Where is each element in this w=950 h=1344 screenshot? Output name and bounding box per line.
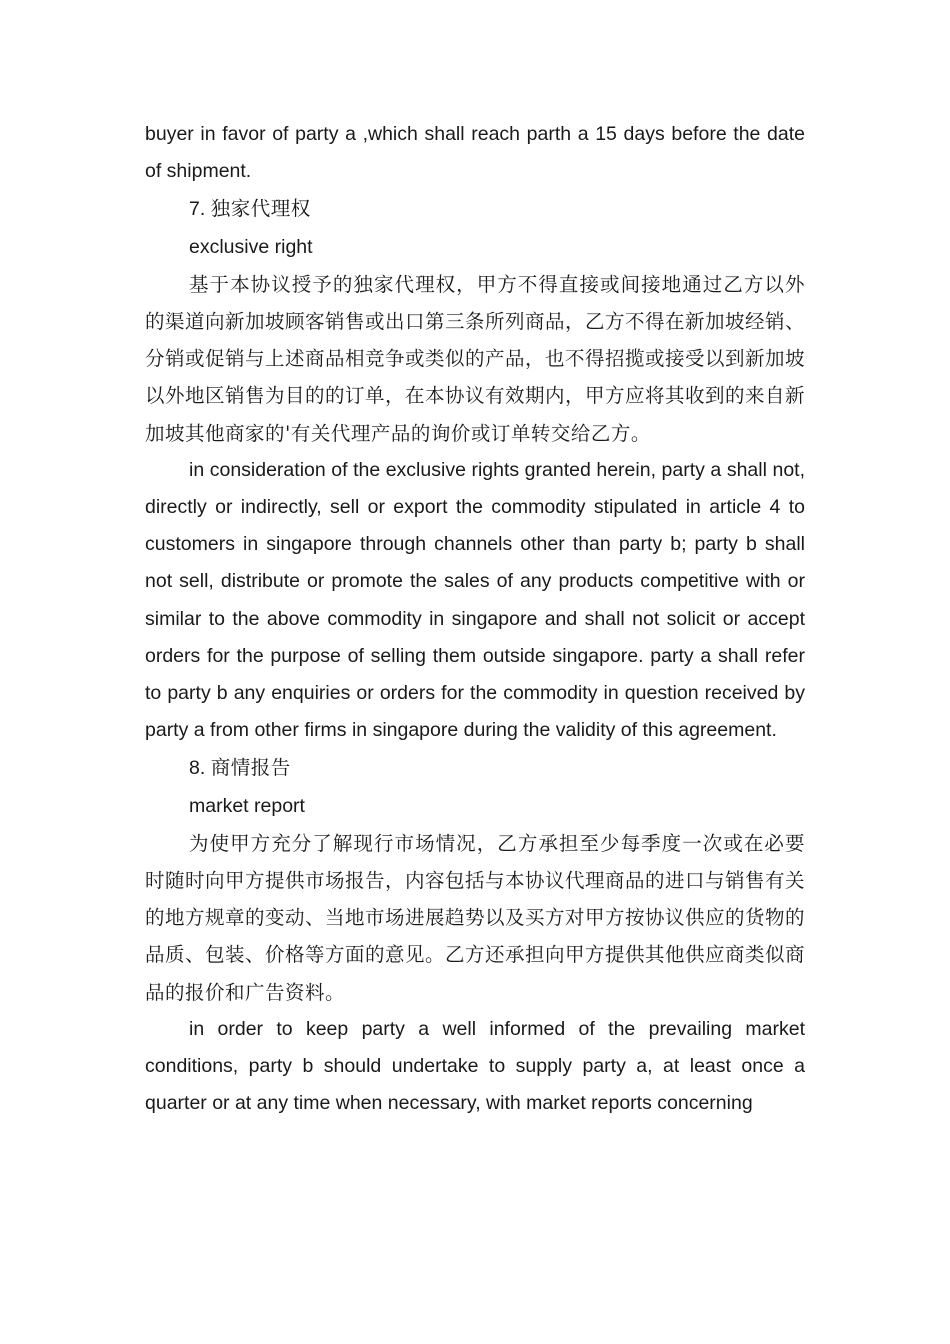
paragraph-continuation: buyer in favor of party a ,which shall reach parth a 15 days before the date of shipment. <box>145 123 805 183</box>
document-page <box>145 116 805 1122</box>
section-8-body-cn: 为使甲方充分了解现行市场情况，乙方承担至少每季度一次或在必要时随时向甲方提供市场报告，内容包括与本协议代理商品的进口与销售有关的地方规章的变动、当地市场进展趋势以及买方对甲方按协议供应的货物的品质、包装、价格等方面的意见。乙方还承担向甲方提供其他供应商类似商品的报价和广告资料。 <box>145 831 806 1004</box>
section-8-title-en: market report <box>189 794 305 817</box>
section-7-body-cn: 基于本协议授予的独家代理权，甲方不得直接或间接地通过乙方以外的渠道向新加坡顾客销售或出口第三条所列商品，乙方不得在新加坡经销、分销或促销与上述商品相竞争或类似的产品，也不得招揽或接受以到新加坡以外地区销售为目的的订单，在本协议有效期内，甲方应将其收到的来自新加坡其他商家的'有关代理产品的询价或订单转交给乙方。 <box>145 272 806 445</box>
section-8-title-cn: 商情报告 <box>210 756 291 780</box>
section-7-title-cn: 独家代理权 <box>210 197 311 221</box>
section-7-number: 7. <box>189 198 206 221</box>
section-8-body-en: in order to keep party a well informed of the prevailing market conditions, party b should undertake to supply party a, at least once a quarter or at any time when necessary, with market reports concerning <box>145 1017 805 1115</box>
section-7-body-en: in consideration of the exclusive rights granted herein, party a shall not, directly or indirectly, sell or export the commodity stipulated in article 4 to customers in singapore through channels other than party b; party b shall not sell, distribute or promote the sales of any products competitive with or similar to the above commodity in singapore and shall not solicit or accept orders for the purpose of selling them outside singapore. party a shall refer to party b any enquiries or orders for the commodity in question received by party a from other firms in singapore during the validity of this agreement. <box>145 458 805 742</box>
section-7-heading <box>145 190 805 228</box>
section-8-number: 8. <box>189 757 206 780</box>
section-8-heading <box>145 749 805 787</box>
section-7-title-en: exclusive right <box>189 235 313 258</box>
